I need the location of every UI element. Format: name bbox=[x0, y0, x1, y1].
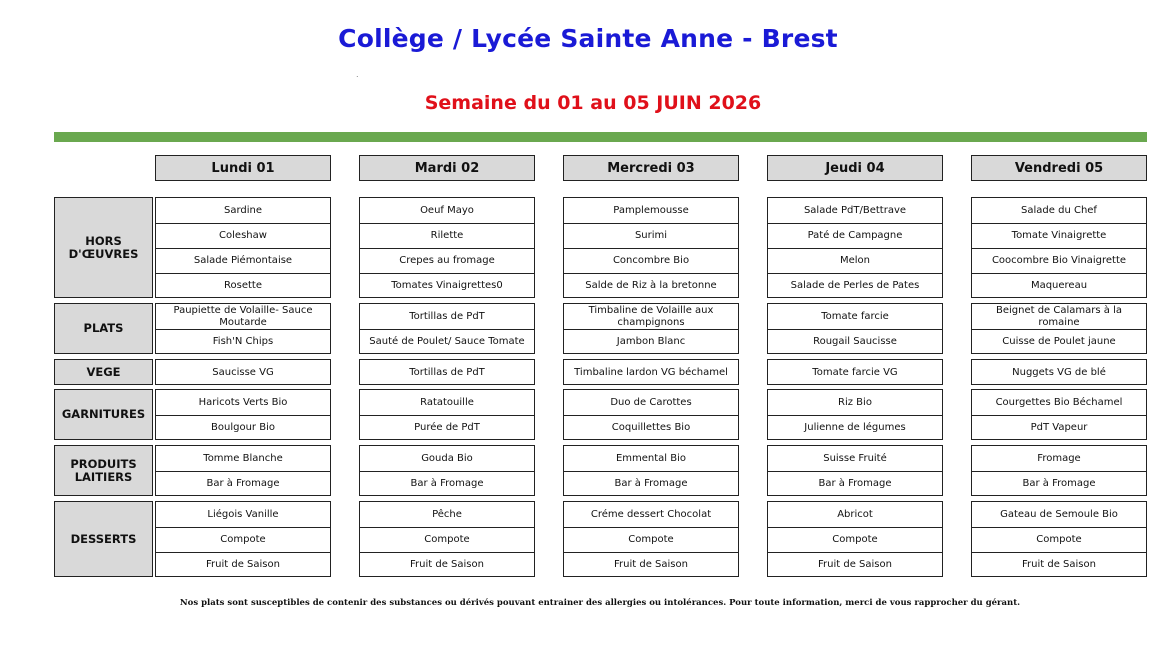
menu-item: Sardine bbox=[223, 205, 263, 216]
menu-item: Sauté de Poulet/ Sauce Tomate bbox=[360, 329, 534, 354]
menu-item: Bar à Fromage bbox=[360, 471, 534, 496]
menu-block bbox=[359, 501, 535, 577]
menu-item: Courgettes Bio Béchamel bbox=[995, 397, 1123, 408]
menu-block bbox=[767, 197, 943, 298]
menu-item: Compote bbox=[564, 527, 738, 552]
category-label: GARNITURES bbox=[54, 389, 153, 440]
menu-item: Boulgour Bio bbox=[156, 415, 330, 440]
menu-item: Suisse Fruité bbox=[823, 453, 887, 464]
menu-item: Liégois Vanille bbox=[207, 509, 279, 520]
menu-block bbox=[563, 501, 739, 577]
menu-item: Tomate farcie bbox=[821, 311, 889, 322]
menu-block bbox=[155, 303, 331, 354]
menu-item: Compote bbox=[972, 527, 1146, 552]
stray-dot: . bbox=[356, 70, 359, 79]
menu-block bbox=[971, 501, 1147, 577]
menu-item: Tortillas de PdT bbox=[409, 367, 485, 378]
menu-block bbox=[563, 359, 739, 385]
menu-item: Bar à Fromage bbox=[768, 471, 942, 496]
menu-block bbox=[155, 445, 331, 496]
menu-item: Crepes au fromage bbox=[360, 248, 534, 273]
menu-item: Pêche bbox=[432, 509, 462, 520]
menu-item: Paté de Campagne bbox=[768, 223, 942, 248]
menu-item: Tomate farcie VG bbox=[812, 367, 898, 378]
menu-item: Gouda Bio bbox=[421, 453, 473, 464]
category-label: VEGE bbox=[54, 359, 153, 385]
menu-item: Salade PdT/Bettrave bbox=[803, 205, 907, 216]
day-header: Mercredi 03 bbox=[563, 155, 739, 181]
menu-item: Fromage bbox=[1037, 453, 1081, 464]
menu-item: Emmental Bio bbox=[615, 453, 687, 464]
menu-item: Purée de PdT bbox=[360, 415, 534, 440]
menu-item: Fruit de Saison bbox=[360, 552, 534, 577]
menu-block bbox=[359, 197, 535, 298]
menu-block bbox=[563, 197, 739, 298]
category-label: PLATS bbox=[54, 303, 153, 354]
menu-block bbox=[971, 197, 1147, 298]
menu-item: Cuisse de Poulet jaune bbox=[972, 329, 1146, 354]
allergy-notice: Nos plats sont susceptibles de contenir des substances ou dérivés pouvant entrainer des allergies ou intolérances. Pour toute information, merci de vous rapprocher du gérant. bbox=[179, 598, 1021, 608]
menu-item: Compote bbox=[768, 527, 942, 552]
menu-item: Pamplemousse bbox=[613, 205, 689, 216]
menu-item: Coquillettes Bio bbox=[564, 415, 738, 440]
menu-item: Bar à Fromage bbox=[564, 471, 738, 496]
menu-item: Salade Piémontaise bbox=[156, 248, 330, 273]
menu-item: Créme dessert Chocolat bbox=[590, 509, 712, 520]
menu-block bbox=[563, 389, 739, 440]
week-subtitle: Semaine du 01 au 05 JUIN 2026 bbox=[424, 92, 762, 114]
menu-item: Duo de Carottes bbox=[610, 397, 692, 408]
menu-item: Salade de Perles de Pates bbox=[768, 273, 942, 298]
menu-block bbox=[767, 389, 943, 440]
menu-item: Tortillas de PdT bbox=[409, 311, 485, 322]
menu-block bbox=[359, 389, 535, 440]
menu-item: Fruit de Saison bbox=[768, 552, 942, 577]
category-label: HORS D'ŒUVRES bbox=[54, 197, 153, 298]
menu-block bbox=[359, 359, 535, 385]
day-header: Lundi 01 bbox=[155, 155, 331, 181]
menu-block bbox=[971, 303, 1147, 354]
menu-item: Rosette bbox=[156, 273, 330, 298]
day-header: Vendredi 05 bbox=[971, 155, 1147, 181]
menu-item: PdT Vapeur bbox=[972, 415, 1146, 440]
menu-item: Julienne de légumes bbox=[768, 415, 942, 440]
menu-block bbox=[155, 389, 331, 440]
menu-item: Fruit de Saison bbox=[972, 552, 1146, 577]
menu-item: Tomates Vinaigrettes0 bbox=[360, 273, 534, 298]
menu-item: Tomate Vinaigrette bbox=[972, 223, 1146, 248]
menu-item: Surimi bbox=[564, 223, 738, 248]
menu-item: Riz Bio bbox=[838, 397, 872, 408]
menu-item: Compote bbox=[156, 527, 330, 552]
menu-item: Haricots Verts Bio bbox=[198, 397, 288, 408]
menu-item: Salade du Chef bbox=[1021, 205, 1097, 216]
menu-item: Beignet de Calamars à la romaine bbox=[995, 305, 1122, 328]
menu-item: Concombre Bio bbox=[564, 248, 738, 273]
menu-block bbox=[767, 303, 943, 354]
menu-block bbox=[767, 445, 943, 496]
menu-block bbox=[971, 389, 1147, 440]
category-label: DESSERTS bbox=[54, 501, 153, 577]
category-label: PRODUITS LAITIERS bbox=[54, 445, 153, 496]
menu-block bbox=[767, 501, 943, 577]
menu-block bbox=[563, 445, 739, 496]
menu-item: Maquereau bbox=[972, 273, 1146, 298]
menu-block bbox=[155, 501, 331, 577]
menu-item: Abricot bbox=[837, 509, 873, 520]
divider-bar bbox=[54, 132, 1147, 142]
menu-item: Oeuf Mayo bbox=[420, 205, 474, 216]
menu-block bbox=[359, 445, 535, 496]
day-header: Mardi 02 bbox=[359, 155, 535, 181]
menu-block bbox=[155, 359, 331, 385]
menu-item: Timbaline lardon VG béchamel bbox=[574, 367, 728, 378]
menu-item: Saucisse VG bbox=[212, 367, 274, 378]
menu-block bbox=[155, 197, 331, 298]
menu-item: Gateau de Semoule Bio bbox=[1000, 509, 1118, 520]
day-header: Jeudi 04 bbox=[767, 155, 943, 181]
menu-item: Rougail Saucisse bbox=[768, 329, 942, 354]
menu-item: Tomme Blanche bbox=[203, 453, 283, 464]
menu-item: Compote bbox=[360, 527, 534, 552]
menu-item: Salde de Riz à la bretonne bbox=[564, 273, 738, 298]
menu-item: Bar à Fromage bbox=[156, 471, 330, 496]
menu-item: Ratatouille bbox=[420, 397, 474, 408]
menu-block bbox=[767, 359, 943, 385]
menu-item: Bar à Fromage bbox=[972, 471, 1146, 496]
menu-block bbox=[971, 359, 1147, 385]
menu-item: Fish'N Chips bbox=[156, 329, 330, 354]
menu-item: Nuggets VG de blé bbox=[1012, 367, 1106, 378]
menu-item: Melon bbox=[768, 248, 942, 273]
menu-item: Jambon Blanc bbox=[564, 329, 738, 354]
menu-item: Coocombre Bio Vinaigrette bbox=[972, 248, 1146, 273]
menu-item: Timbaline de Volaille aux champignons bbox=[588, 305, 714, 328]
menu-item: Fruit de Saison bbox=[564, 552, 738, 577]
menu-item: Paupiette de Volaille- Sauce Moutarde bbox=[173, 305, 313, 328]
menu-item: Coleshaw bbox=[156, 223, 330, 248]
menu-item: Fruit de Saison bbox=[156, 552, 330, 577]
menu-block bbox=[359, 303, 535, 354]
page-title: Collège / Lycée Sainte Anne - Brest bbox=[338, 24, 838, 53]
menu-item: Rilette bbox=[360, 223, 534, 248]
menu-block bbox=[563, 303, 739, 354]
menu-block bbox=[971, 445, 1147, 496]
